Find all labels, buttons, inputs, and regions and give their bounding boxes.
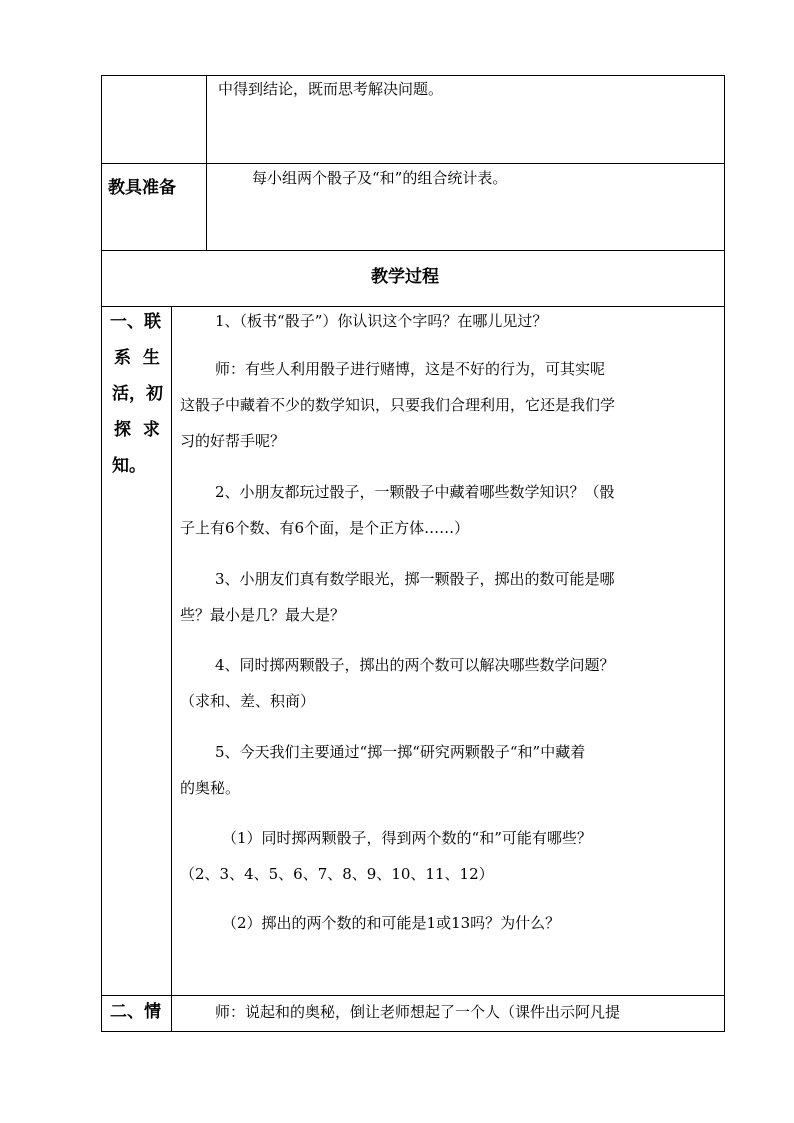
content-line: 师：有些人利用骰子进行赌博，这是不好的行为，可其实呢	[215, 360, 606, 378]
content-line: 2、小朋友都玩过骰子，一颗骰子中藏着哪些数学知识？（骰	[215, 483, 615, 501]
part1-label-line: 知。	[112, 456, 146, 476]
content-line: 习的好帮手呢？	[180, 432, 286, 450]
teaching-aids-text: 每小组两个骰子及“和”的组合统计表。	[252, 169, 508, 187]
part1-label-line: 一、联	[110, 312, 161, 332]
part2-first-line: 师：说起和的奥秘，倒让老师想起了一个人（课件出示阿凡提	[215, 1003, 621, 1021]
part2-label: 二、情	[110, 1002, 161, 1022]
content-line: 3、小朋友们真有数学眼光，掷一颗骰子，掷出的数可能是哪	[215, 570, 615, 588]
part1-label-line: 探 求	[114, 420, 160, 440]
content-line: （求和、差、积商）	[180, 692, 316, 710]
content-line: 的奥秘。	[180, 779, 241, 797]
teaching-process-title: 教学过程	[371, 267, 439, 287]
column-divider-upper	[206, 75, 207, 251]
content-line: 子上有6个数、有6个面，是个正方体……）	[180, 519, 470, 537]
row-divider-1	[101, 163, 725, 164]
content-line: 这骰子中藏着不少的数学知识，只要我们合理利用，它还是我们学	[180, 396, 616, 414]
table-border-left	[101, 75, 102, 1032]
table-border-right	[724, 75, 725, 1032]
row-divider-3	[101, 306, 725, 307]
table-border-bottom	[101, 1031, 725, 1032]
content-line: 4、同时掷两颗骰子，掷出的两个数可以解决哪些数学问题？	[215, 656, 615, 674]
content-line: 1、（板书“骰子”）你认识这个字吗？在哪儿见过？	[215, 312, 548, 330]
content-line: （2）掷出的两个数的和可能是1或13吗？为什么？	[222, 914, 561, 932]
objective-continuation-text: 中得到结论，既而思考解决问题。	[218, 80, 444, 98]
part1-label-line: 系 生	[114, 348, 160, 368]
column-divider-lower	[171, 306, 172, 1032]
row-divider-4	[101, 995, 725, 996]
table-border-top	[101, 75, 725, 76]
content-line: 些？最小是几？最大是？	[180, 606, 346, 624]
content-line: 5、今天我们主要通过“掷一掷“研究两颗骰子“和”中藏着	[215, 743, 586, 761]
teaching-aids-label: 教具准备	[108, 178, 176, 198]
row-divider-2	[101, 250, 725, 251]
content-line: （1）同时掷两颗骰子，得到两个数的“和”可能有哪些？	[222, 829, 592, 847]
content-line: （2、3、4、5、6、7、8、9、10、11、12）	[180, 865, 494, 883]
part1-label-line: 活，初	[112, 384, 163, 404]
